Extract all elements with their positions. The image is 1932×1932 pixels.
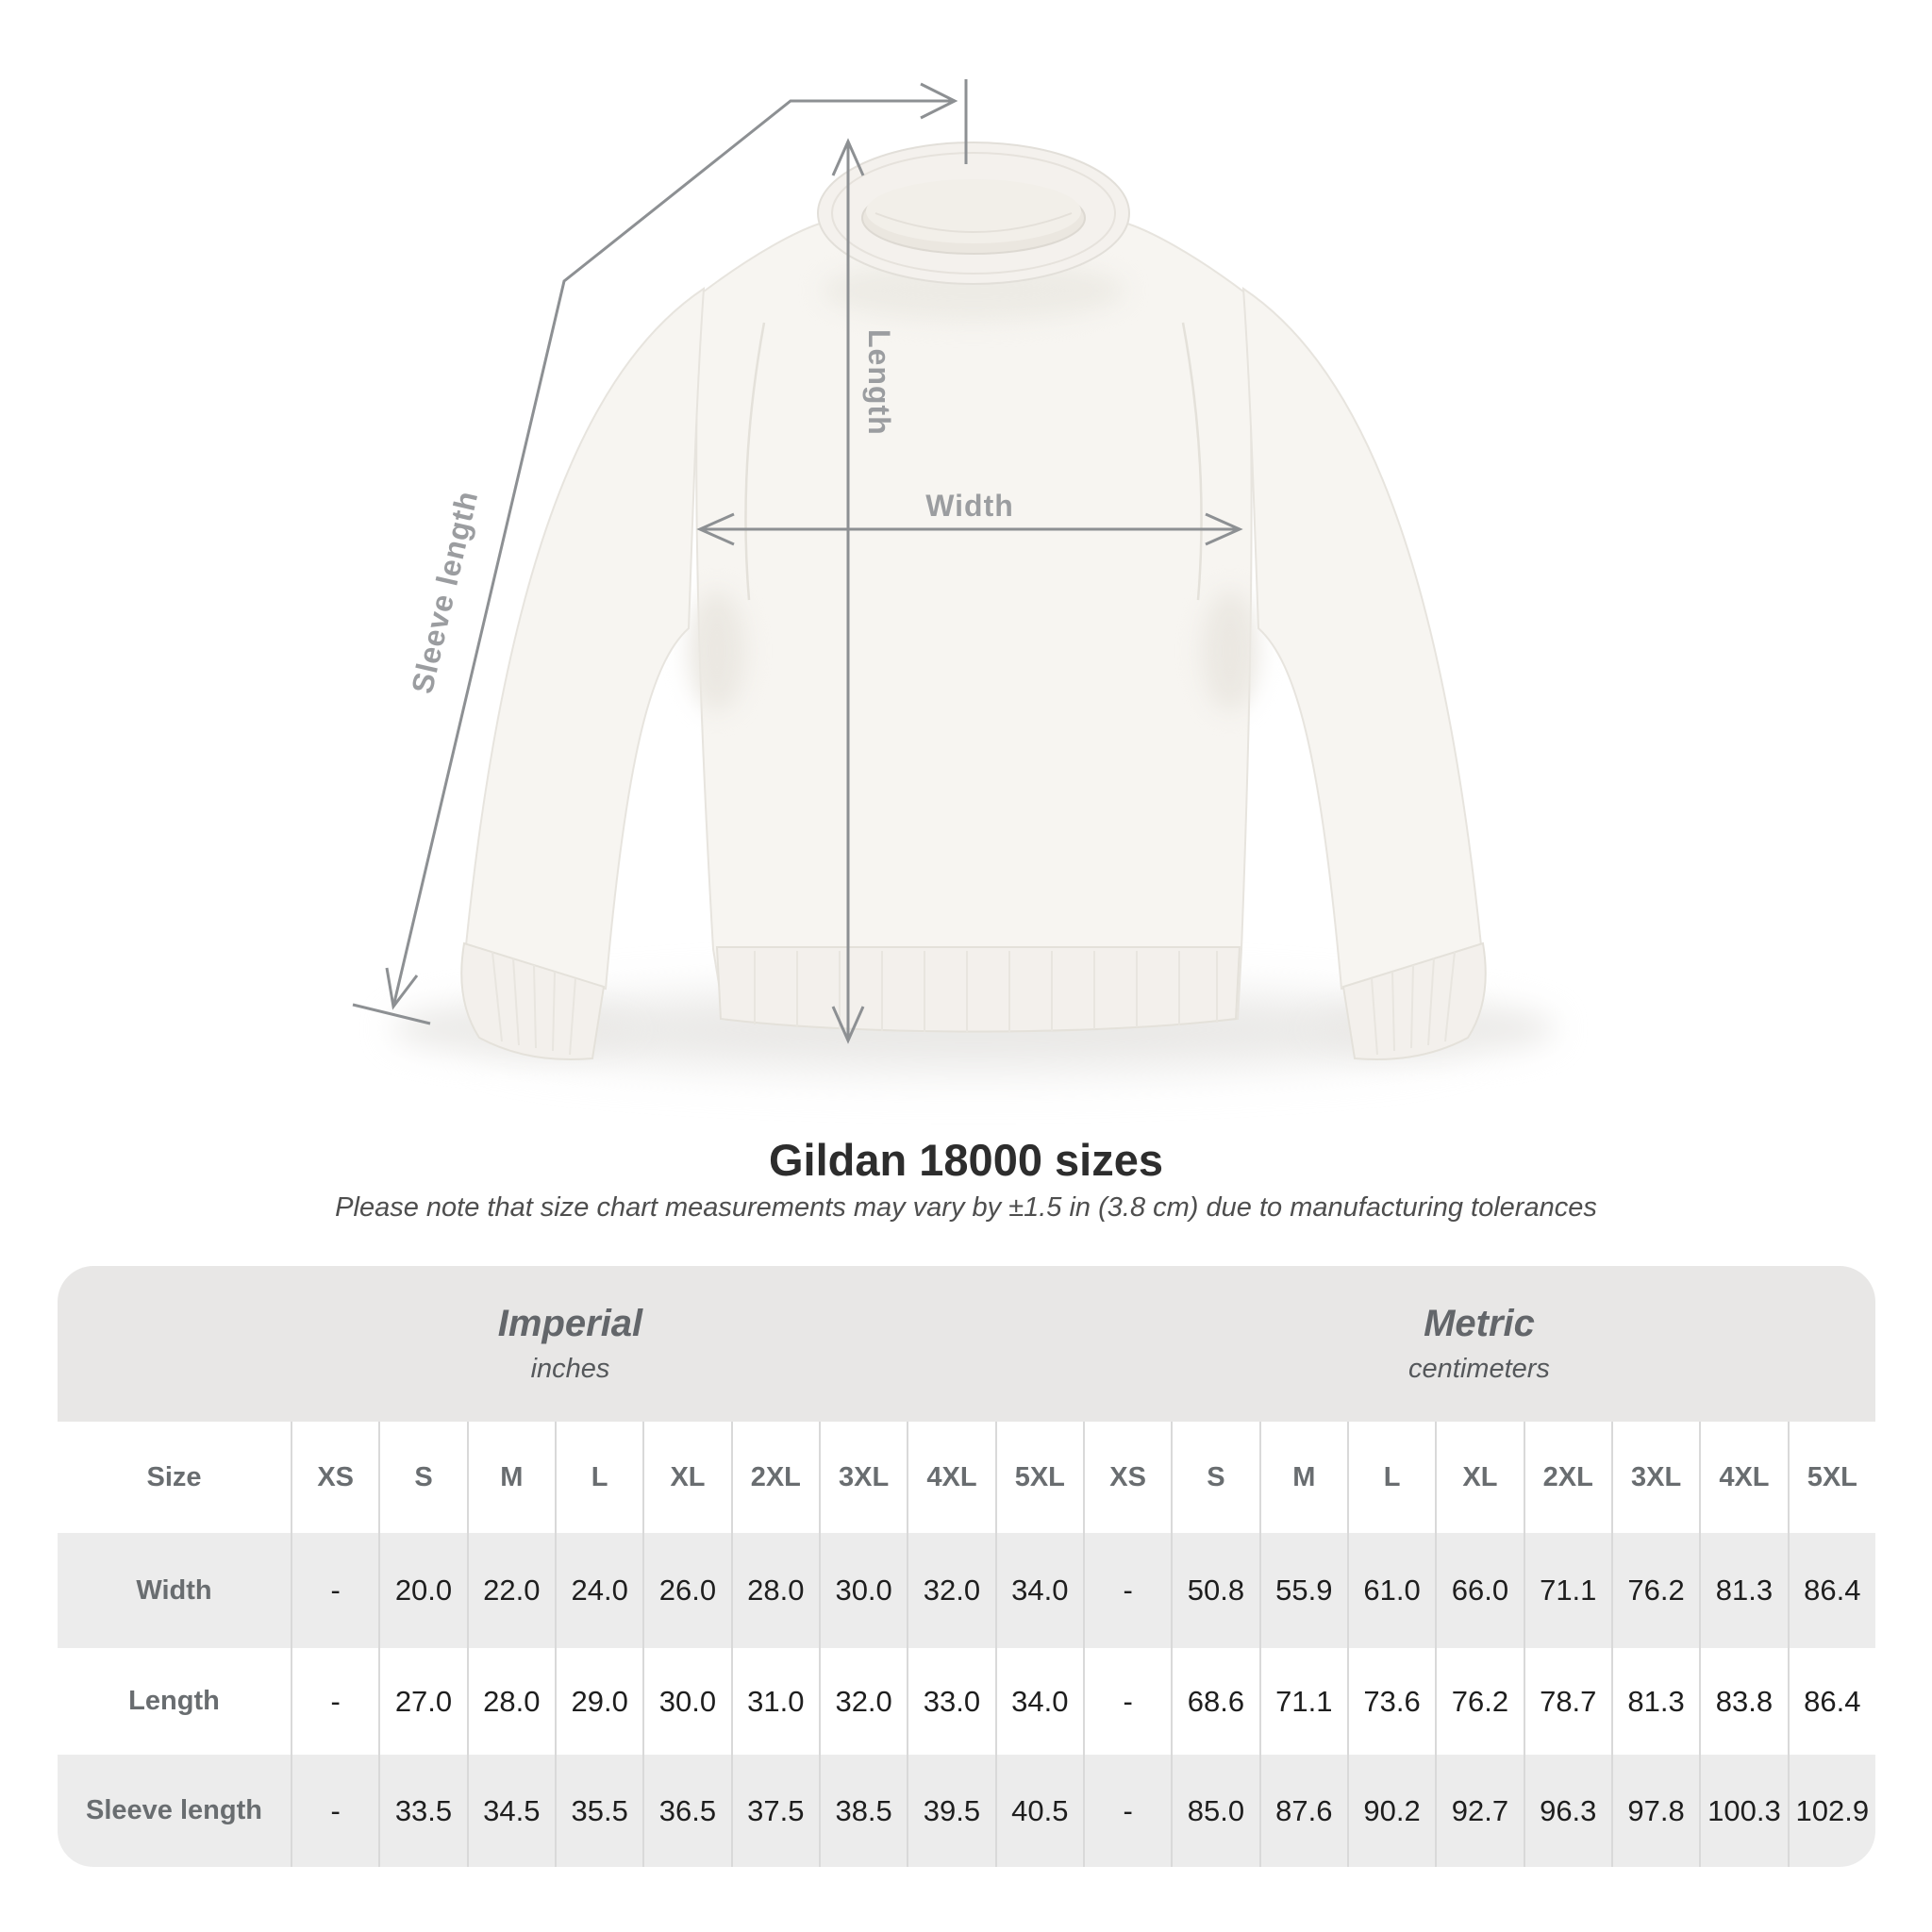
value-cell: 34.0 bbox=[995, 1533, 1083, 1648]
size-col-header: S bbox=[378, 1422, 466, 1533]
length-label: Length bbox=[862, 329, 896, 436]
unit-group-metric-name: Metric bbox=[1424, 1303, 1535, 1344]
size-col-header: 5XL bbox=[995, 1422, 1083, 1533]
size-col-header: L bbox=[555, 1422, 642, 1533]
value-cell: 28.0 bbox=[467, 1648, 555, 1755]
page-subtitle: Please note that size chart measurements may vary by ±1.5 in (3.8 cm) due to manufacturing tolerances bbox=[335, 1192, 1597, 1223]
size-row-label: Size bbox=[58, 1422, 291, 1533]
value-cell: 34.0 bbox=[995, 1648, 1083, 1755]
size-col-header: 2XL bbox=[1524, 1422, 1611, 1533]
value-cell: 83.8 bbox=[1699, 1648, 1787, 1755]
unit-group-metric-unit: centimeters bbox=[1408, 1354, 1550, 1384]
value-cell: - bbox=[1083, 1648, 1171, 1755]
sweatshirt-waistband bbox=[717, 947, 1240, 1033]
value-cell: 39.5 bbox=[907, 1755, 994, 1867]
size-col-header: 4XL bbox=[1699, 1422, 1787, 1533]
value-cell: 31.0 bbox=[731, 1648, 819, 1755]
value-cell: 33.0 bbox=[907, 1648, 994, 1755]
value-cell: 96.3 bbox=[1524, 1755, 1611, 1867]
value-cell: 71.1 bbox=[1259, 1648, 1347, 1755]
size-col-header: XS bbox=[291, 1422, 378, 1533]
value-cell: 85.0 bbox=[1171, 1755, 1258, 1867]
size-col-header: M bbox=[1259, 1422, 1347, 1533]
size-col-header: 2XL bbox=[731, 1422, 819, 1533]
value-cell: 32.0 bbox=[819, 1648, 907, 1755]
value-cell: 81.3 bbox=[1699, 1533, 1787, 1648]
value-cell: 100.3 bbox=[1699, 1755, 1787, 1867]
value-cell: 22.0 bbox=[467, 1533, 555, 1648]
width-label: Width bbox=[925, 489, 1014, 523]
value-cell: 30.0 bbox=[819, 1533, 907, 1648]
value-cell: 87.6 bbox=[1259, 1755, 1347, 1867]
size-col-header: XL bbox=[642, 1422, 730, 1533]
length-row bbox=[58, 1648, 1875, 1755]
value-cell: 35.5 bbox=[555, 1755, 642, 1867]
value-cell: 81.3 bbox=[1611, 1648, 1699, 1755]
value-cell: - bbox=[291, 1648, 378, 1755]
value-cell: - bbox=[291, 1533, 378, 1648]
unit-group-imperial bbox=[58, 1266, 1083, 1422]
value-cell: 32.0 bbox=[907, 1533, 994, 1648]
value-cell: 55.9 bbox=[1259, 1533, 1347, 1648]
page-title: Gildan 18000 sizes bbox=[768, 1135, 1164, 1185]
value-cell: 33.5 bbox=[378, 1755, 466, 1867]
size-header-row bbox=[58, 1422, 1875, 1533]
size-col-header: 5XL bbox=[1788, 1422, 1875, 1533]
value-cell: 76.2 bbox=[1435, 1648, 1523, 1755]
row-label: Length bbox=[58, 1648, 291, 1755]
unit-group-imperial-unit: inches bbox=[530, 1354, 610, 1384]
size-col-header: M bbox=[467, 1422, 555, 1533]
unit-group-metric bbox=[1083, 1266, 1875, 1422]
size-col-header: S bbox=[1171, 1422, 1258, 1533]
size-col-header: 3XL bbox=[1611, 1422, 1699, 1533]
value-cell: 61.0 bbox=[1347, 1533, 1435, 1648]
row-label: Sleeve length bbox=[58, 1755, 291, 1867]
value-cell: 97.8 bbox=[1611, 1755, 1699, 1867]
value-cell: 30.0 bbox=[642, 1648, 730, 1755]
value-cell: 38.5 bbox=[819, 1755, 907, 1867]
value-cell: 78.7 bbox=[1524, 1648, 1611, 1755]
value-cell: - bbox=[291, 1755, 378, 1867]
value-cell: 92.7 bbox=[1435, 1755, 1523, 1867]
value-cell: 86.4 bbox=[1788, 1533, 1875, 1648]
value-cell: 24.0 bbox=[555, 1533, 642, 1648]
row-label: Width bbox=[58, 1533, 291, 1648]
sleeve-length-label: Sleeve length bbox=[405, 487, 485, 697]
value-cell: 36.5 bbox=[642, 1755, 730, 1867]
left-sleeve bbox=[466, 289, 704, 989]
value-cell: 86.4 bbox=[1788, 1648, 1875, 1755]
value-cell: - bbox=[1083, 1533, 1171, 1648]
value-cell: 20.0 bbox=[378, 1533, 466, 1648]
size-col-header: XL bbox=[1435, 1422, 1523, 1533]
value-cell: - bbox=[1083, 1755, 1171, 1867]
width-row bbox=[58, 1533, 1875, 1648]
sweatshirt-collar bbox=[818, 142, 1129, 284]
value-cell: 102.9 bbox=[1788, 1755, 1875, 1867]
value-cell: 50.8 bbox=[1171, 1533, 1258, 1648]
value-cell: 34.5 bbox=[467, 1755, 555, 1867]
value-cell: 37.5 bbox=[731, 1755, 819, 1867]
size-table bbox=[58, 1266, 1875, 1867]
sweatshirt-body bbox=[689, 203, 1258, 1030]
size-col-header: L bbox=[1347, 1422, 1435, 1533]
right-sleeve bbox=[1243, 289, 1481, 989]
value-cell: 71.1 bbox=[1524, 1533, 1611, 1648]
size-col-header: 3XL bbox=[819, 1422, 907, 1533]
size-col-header: XS bbox=[1083, 1422, 1171, 1533]
value-cell: 66.0 bbox=[1435, 1533, 1523, 1648]
sleeve-length-row bbox=[58, 1755, 1875, 1867]
value-cell: 27.0 bbox=[378, 1648, 466, 1755]
value-cell: 76.2 bbox=[1611, 1533, 1699, 1648]
value-cell: 73.6 bbox=[1347, 1648, 1435, 1755]
value-cell: 90.2 bbox=[1347, 1755, 1435, 1867]
value-cell: 40.5 bbox=[995, 1755, 1083, 1867]
unit-header-row bbox=[58, 1266, 1875, 1422]
unit-group-imperial-name: Imperial bbox=[497, 1303, 643, 1344]
value-cell: 26.0 bbox=[642, 1533, 730, 1648]
size-col-header: 4XL bbox=[907, 1422, 994, 1533]
value-cell: 68.6 bbox=[1171, 1648, 1258, 1755]
value-cell: 29.0 bbox=[555, 1648, 642, 1755]
value-cell: 28.0 bbox=[731, 1533, 819, 1648]
